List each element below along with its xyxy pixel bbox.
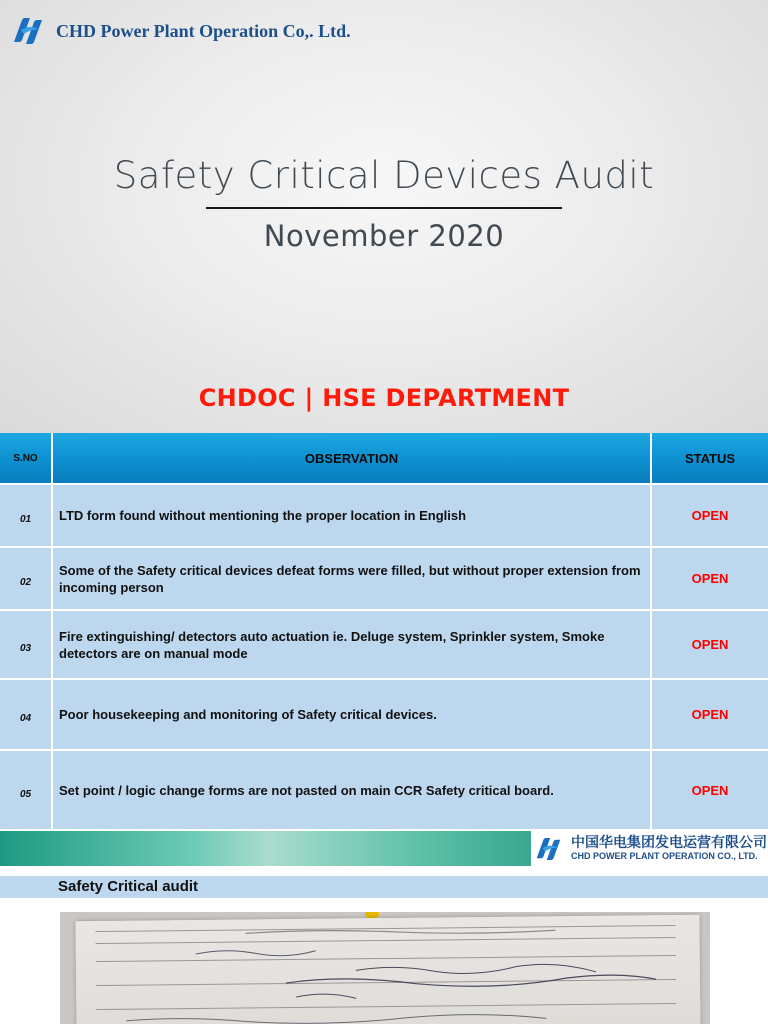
row-sno-cell — [0, 485, 53, 548]
row-status-cell — [652, 680, 768, 751]
row-sno-cell — [0, 548, 53, 611]
chd-logo-icon — [535, 836, 567, 862]
row-status-cell — [652, 548, 768, 611]
section-title-bar — [0, 876, 768, 898]
row-observation-cell — [53, 485, 652, 548]
column-header-observation: OBSERVATION — [53, 433, 652, 485]
row-observation: LTD form found without mentioning the proper location in English — [59, 508, 467, 523]
table-row — [0, 485, 768, 548]
company-header — [12, 16, 351, 46]
footer-strip — [0, 831, 768, 866]
row-status-cell — [652, 485, 768, 548]
row-sno-cell — [0, 680, 53, 751]
row-sno: 05 — [19, 788, 32, 800]
status-badge: OPEN — [691, 637, 729, 652]
status-badge: OPEN — [691, 782, 729, 798]
column-header-sno: S.NO — [0, 433, 53, 485]
column-header-status: STATUS — [652, 433, 768, 485]
row-observation-cell — [53, 548, 652, 611]
row-observation: Set point / logic change forms are not pasted on main CCR Safety critical board. — [59, 782, 554, 798]
status-badge: OPEN — [691, 707, 729, 722]
row-observation: Fire extinguishing/ detectors auto actuation ie. Deluge system, Sprinkler system, Smoke detectors are on manual mode — [59, 628, 605, 661]
footer-company-names — [571, 836, 767, 862]
row-observation: Some of the Safety critical devices defeat forms were filled, but without proper extension from incoming person — [59, 562, 641, 595]
title-divider — [206, 207, 562, 209]
company-name: CHD Power Plant Operation Co,. Ltd. — [56, 20, 351, 41]
row-sno: 04 — [19, 713, 32, 724]
row-status-cell — [652, 751, 768, 831]
section-title: Safety Critical audit — [58, 878, 199, 895]
row-observation-cell — [53, 751, 652, 831]
table-header-row — [0, 433, 768, 485]
table-row — [0, 680, 768, 751]
row-observation-cell — [53, 680, 652, 751]
status-badge: OPEN — [691, 571, 729, 586]
row-sno-cell — [0, 611, 53, 680]
chd-logo-icon — [12, 16, 50, 46]
form-paper-image — [75, 915, 700, 1024]
row-observation-cell — [53, 611, 652, 680]
observation-table — [0, 433, 768, 831]
footer-company-name-en: CHD POWER PLANT OPERATION CO., LTD. — [571, 850, 758, 861]
page-subtitle: November 2020 — [263, 219, 505, 253]
row-sno: 01 — [19, 514, 32, 525]
page-title: Safety Critical Devices Audit — [113, 154, 655, 197]
clip-tab — [365, 912, 379, 918]
form-photo — [60, 912, 710, 1024]
handwriting-marks — [95, 919, 686, 1024]
table-row — [0, 751, 768, 831]
row-sno: 03 — [19, 643, 32, 654]
table-row — [0, 548, 768, 611]
row-observation: Poor housekeeping and monitoring of Safety critical devices. — [59, 707, 437, 722]
table-row — [0, 611, 768, 680]
row-sno-cell — [0, 751, 53, 831]
footer-logo-box — [531, 831, 768, 866]
row-sno: 02 — [19, 577, 32, 588]
cover-slide — [0, 0, 768, 433]
footer-company-name-cn: 中国华电集团发电运营有限公司 — [571, 834, 767, 851]
department-label: CHDOC | HSE DEPARTMENT — [198, 384, 570, 412]
row-status-cell — [652, 611, 768, 680]
status-badge: OPEN — [691, 508, 729, 523]
